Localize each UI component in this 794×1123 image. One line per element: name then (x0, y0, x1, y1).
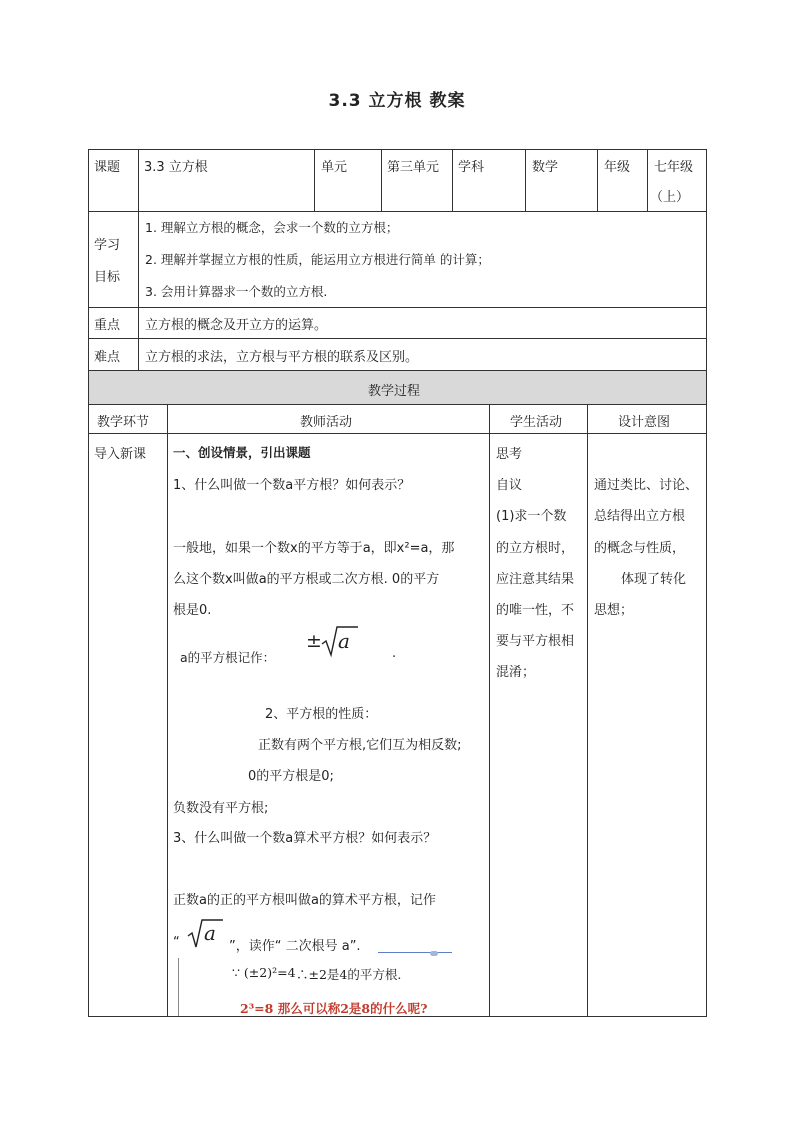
subject-label: 学科 (458, 160, 485, 175)
col-divider (314, 149, 315, 211)
sqrt-formula (186, 918, 228, 950)
image-formula-line: ∴±2是4的平方根. (296, 967, 402, 982)
col-divider (381, 149, 382, 211)
design-intent-line: 体现了转化 (621, 572, 687, 587)
document-title: 3.3 立方根 教案 (328, 91, 466, 111)
process-header: 教学过程 (368, 384, 421, 399)
goal-item: 2. 理解并掌握立方根的性质，能运用立方根进行简单 的计算； (145, 252, 490, 267)
row-divider (88, 307, 707, 308)
image-question-line: 2³=8 那么可以称2是8的什么呢? (240, 1001, 428, 1016)
key-point-label: 重点 (94, 318, 121, 333)
design-intent-line: 思想； (594, 603, 634, 618)
table-border-left (88, 149, 89, 1017)
col-divider (647, 149, 648, 211)
grade-label: 年级 (604, 160, 631, 175)
row-divider (88, 211, 707, 212)
radicand: a (338, 629, 350, 653)
small-mark-icon (430, 951, 438, 956)
goals-label: 学习 (94, 238, 121, 253)
design-intent-line: 的概念与性质， (594, 541, 686, 556)
grade-value: 七年级 (654, 160, 694, 175)
image-formula-line: ∵ (±2)²=4 (232, 965, 296, 980)
teacher-question-3: 3、什么叫做一个数a算术平方根？如何表示？ (173, 831, 437, 846)
student-activity-line: 自议 (496, 478, 523, 493)
column-header: 教师活动 (300, 415, 353, 430)
design-intent-line: 总结得出立方根 (594, 509, 686, 524)
image-left-border (178, 958, 179, 1016)
col-divider (167, 404, 168, 1016)
plus-minus-symbol: ± (306, 630, 322, 652)
goal-item: 1. 理解立方根的概念，会求一个数的立方根； (145, 220, 399, 235)
student-activity-line: 要与平方根相 (496, 634, 575, 649)
student-activity-line: 的唯一性，不 (496, 603, 575, 618)
row-divider (88, 338, 707, 339)
plus-minus-sqrt-formula (306, 624, 358, 658)
key-point-value: 立方根的概念及开立方的运算。 (145, 318, 328, 333)
column-header: 学生活动 (510, 415, 563, 430)
course-label: 课题 (94, 160, 121, 175)
student-activity-line: 思考 (496, 447, 523, 462)
teacher-question-1: 1、什么叫做一个数a平方根？如何表示？ (173, 478, 411, 493)
student-activity-line: 应注意其结果 (496, 572, 575, 587)
row-divider (88, 433, 707, 434)
student-activity-line: (1)求一个数 (496, 509, 567, 524)
student-activity-line: 的立方根时， (496, 541, 575, 556)
teacher-paragraph: 一般地，如果一个数x的平方等于a，即x²=a，那 (173, 541, 455, 556)
teacher-paragraph: 么这个数x叫做a的平方根或二次方根. 0的平方 (173, 572, 440, 587)
row-divider (88, 404, 707, 405)
goal-item: 3. 会用计算器求一个数的立方根. (145, 284, 328, 299)
teacher-heading: 一、创设情景，引出课题 (173, 445, 311, 460)
col-divider (452, 149, 453, 211)
teacher-question-2: 2、平方根的性质： (265, 707, 378, 722)
grade-value-term: （上） (650, 190, 690, 205)
table-border-top (88, 149, 707, 150)
blue-underline (378, 952, 452, 953)
col-divider (525, 149, 526, 211)
col-divider (489, 404, 490, 1016)
quote-open: “ (173, 935, 180, 950)
teacher-paragraph: ”，读作“ 二次根号 a”. (229, 939, 361, 954)
table-border-right (706, 149, 707, 1017)
goals-label: 目标 (94, 270, 121, 285)
property-item: 负数没有平方根; (173, 801, 269, 816)
notation-label: a的平方根记作： (180, 650, 276, 665)
col-divider (138, 149, 139, 370)
student-activity-line: 混淆； (496, 665, 536, 680)
row-divider (88, 370, 707, 371)
radicand: a (204, 921, 216, 945)
column-header: 设计意图 (618, 415, 671, 430)
unit-value: 第三单元 (387, 160, 440, 175)
unit-label: 单元 (321, 160, 348, 175)
notation-period: . (392, 646, 397, 661)
difficulty-label: 难点 (94, 350, 121, 365)
section-name: 导入新课 (94, 447, 147, 462)
difficulty-value: 立方根的求法，立方根与平方根的联系及区别。 (145, 350, 419, 365)
course-value: 3.3 立方根 (144, 160, 208, 175)
col-divider (587, 404, 588, 1016)
teacher-paragraph: 根是0. (173, 603, 212, 618)
subject-value: 数学 (532, 160, 559, 175)
property-item: 0的平方根是0; (248, 769, 334, 784)
design-intent-line: 通过类比、讨论、 (594, 478, 699, 493)
teacher-paragraph: 正数a的正的平方根叫做a的算术平方根，记作 (173, 893, 436, 908)
column-header: 教学环节 (97, 415, 150, 430)
col-divider (597, 149, 598, 211)
property-item: 正数有两个平方根,它们互为相反数; (258, 738, 462, 753)
